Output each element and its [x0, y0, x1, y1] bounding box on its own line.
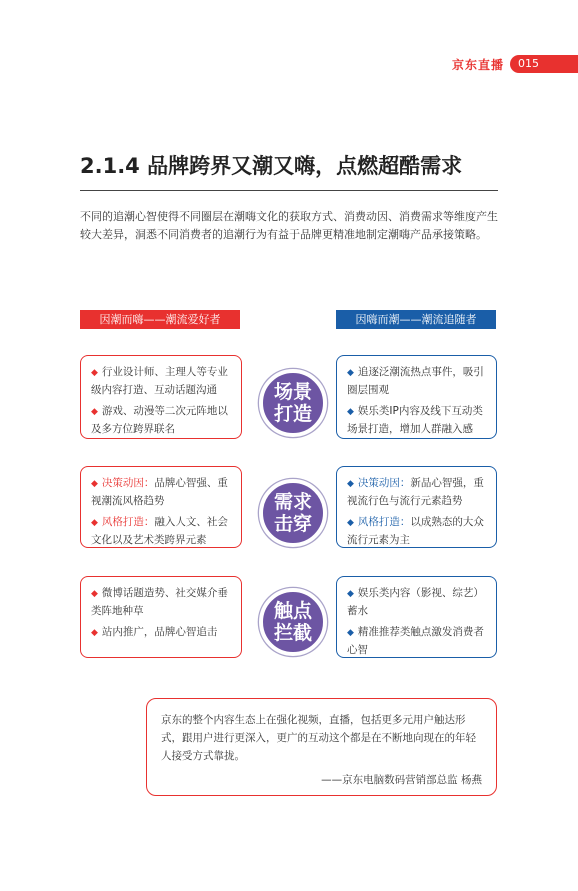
bullet-icon: ◆	[347, 628, 354, 638]
bullet-icon: ◆	[347, 518, 354, 528]
row3-circle: 触点 拦截	[259, 588, 327, 656]
row1-left-box	[80, 355, 242, 439]
bullet-icon: ◆	[91, 479, 98, 489]
row2-left-item: ◆ 决策动因：品牌心智强、重视潮流风格趋势	[91, 477, 228, 507]
row2-left-item: ◆ 风格打造：融入人文、社会文化以及艺术类跨界元素	[91, 516, 228, 546]
brand-logo-text: 京东直播	[452, 58, 505, 72]
right-column-tag: 因嗨而潮——潮流追随者	[336, 310, 496, 329]
quote-attribution: ——京东电脑数码营销部总监 杨燕	[321, 774, 482, 786]
bullet-icon: ◆	[91, 628, 98, 638]
row1-right-item: ◆ 追逐泛潮流热点事件，吸引圈层围观	[347, 366, 484, 396]
quote-text: 京东的整个内容生态上在强化视频，直播，包括更多元用户触达形式，跟用户进行更深入，更广的互动这个都是在不断地向现在的年轻人接受方式靠拢。	[161, 714, 476, 762]
title-divider	[80, 190, 498, 191]
section-title: 2.1.4 品牌跨界又潮又嗨，点燃超酷需求	[80, 154, 463, 178]
row2-right-item: ◆ 风格打造：以成熟态的大众流行元素为主	[347, 516, 484, 546]
page-number-badge: 015	[510, 55, 578, 73]
row1-right-item: ◆ 娱乐类IP内容及线下互动类场景打造，增加人群融入感	[347, 405, 483, 435]
row2-left-box	[80, 466, 242, 548]
left-column-tag: 因潮而嗨——潮流爱好者	[80, 310, 240, 329]
intro-paragraph: 不同的追潮心智使得不同圈层在潮嗨文化的获取方式、消费动因、消费需求等维度产生较大差异，洞悉不同消费者的追潮行为有益于品牌更精准地制定潮嗨产品承接策略。	[80, 210, 498, 241]
bullet-icon: ◆	[347, 368, 354, 378]
row1-circle: 场景 打造	[259, 369, 327, 437]
row1-left-item: ◆ 行业设计师、主理人等专业级内容打造、互动话题沟通	[91, 366, 228, 396]
row3-left-item: ◆ 站内推广，品牌心智追击	[91, 626, 218, 638]
bullet-icon: ◆	[91, 518, 98, 528]
row3-right-box	[336, 576, 497, 658]
bullet-icon: ◆	[347, 479, 354, 489]
bullet-icon: ◆	[347, 407, 354, 417]
bullet-icon: ◆	[91, 407, 98, 417]
row1-left-item: ◆ 游戏、动漫等二次元阵地以及多方位跨界联名	[91, 405, 228, 435]
row3-right-item: ◆ 精准推荐类触点激发消费者心智	[347, 626, 484, 656]
bullet-icon: ◆	[91, 589, 98, 599]
row2-right-item: ◆ 决策动因：新品心智强，重视流行色与流行元素趋势	[347, 477, 484, 507]
row2-right-box	[336, 466, 497, 548]
row1-right-box	[336, 355, 497, 439]
row3-right-item: ◆ 娱乐类内容（影视、综艺）蓄水	[347, 587, 484, 617]
bullet-icon: ◆	[347, 589, 354, 599]
bullet-icon: ◆	[91, 368, 98, 378]
row3-left-item: ◆ 微博话题造势、社交媒介垂类阵地种草	[91, 587, 228, 617]
quote-box	[146, 698, 497, 796]
row3-left-box	[80, 576, 242, 658]
row2-circle: 需求 击穿	[259, 479, 327, 547]
